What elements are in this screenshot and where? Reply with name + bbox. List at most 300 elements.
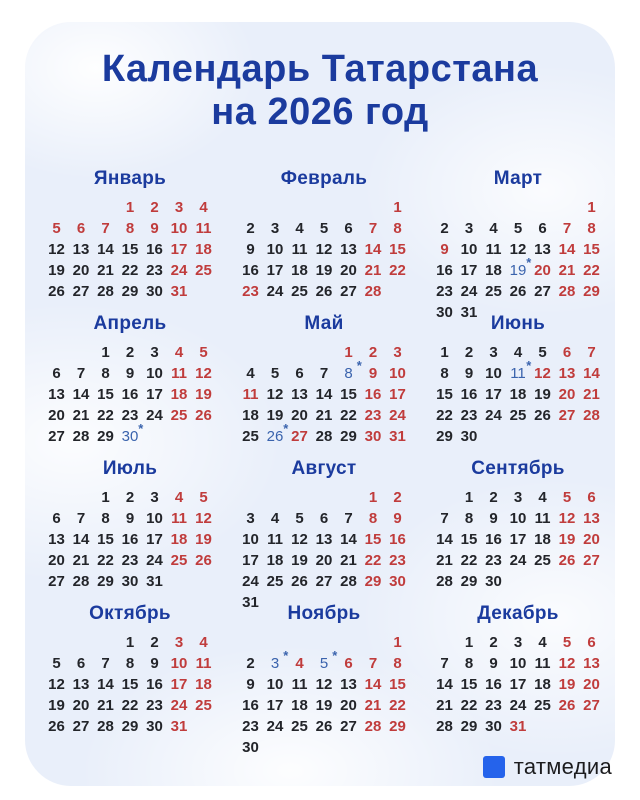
day-cell: 6	[344, 655, 353, 672]
day-empty-cell	[238, 197, 263, 218]
day-cell: 31	[146, 573, 163, 590]
day-cell: 22	[97, 552, 114, 569]
day-cell: 20	[340, 262, 357, 279]
day-cell: 17	[242, 552, 259, 569]
day-cell: 22	[340, 407, 357, 424]
day-cell: 14	[436, 531, 453, 548]
title-line-1: Календарь Татарстана	[101, 48, 539, 90]
month-days-grid	[44, 342, 216, 447]
day-cell: 24	[266, 283, 284, 300]
day-cell: 4	[270, 510, 280, 527]
day-cell: 1	[393, 634, 402, 651]
day-cell: 16	[364, 386, 382, 403]
day-cell: 11	[267, 531, 283, 548]
day-cell: 10	[266, 241, 284, 258]
day-cell: 11	[171, 365, 187, 382]
day-cell: 17	[485, 386, 502, 403]
day-cell: 17	[460, 262, 478, 279]
tatmedia-logo-icon	[483, 756, 505, 778]
day-cell: 28	[436, 573, 453, 590]
day-cell: 23	[485, 697, 502, 714]
day-cell: 11	[171, 510, 187, 527]
day-cell: 4	[174, 489, 184, 506]
day-cell: 28	[340, 573, 357, 590]
day-cell: 25	[509, 407, 527, 424]
day-cell: 30	[436, 304, 453, 321]
day-cell: 6	[587, 489, 596, 506]
month-5	[238, 313, 410, 458]
day-cell: 3	[393, 344, 402, 361]
day-cell: 24	[460, 283, 478, 300]
day-cell: 8	[101, 510, 110, 527]
day-cell: 6	[52, 365, 61, 382]
day-cell: 7	[101, 655, 110, 672]
day-cell: 7	[440, 655, 449, 672]
day-cell: 18	[534, 676, 551, 693]
day-cell: 1	[393, 199, 402, 216]
day-cell: 10	[509, 510, 527, 527]
month-days-grid	[432, 487, 604, 592]
month-days-grid	[44, 487, 216, 592]
day-cell: 13	[72, 676, 90, 693]
day-cell: 22	[583, 262, 600, 279]
day-cell: 25	[266, 573, 284, 590]
day-cell: 27	[48, 428, 65, 445]
day-cell: 21	[436, 697, 453, 714]
day-cell: 14	[97, 241, 114, 258]
day-cell: 10	[485, 365, 502, 382]
day-cell: 17	[266, 262, 284, 279]
day-cell: 15	[389, 676, 406, 693]
month-9	[432, 458, 604, 603]
day-cell: 15	[436, 386, 453, 403]
day-cell: 26	[195, 407, 212, 424]
day-cell: 3	[513, 634, 523, 651]
day-cell: 29	[460, 573, 478, 590]
day-cell: 9	[489, 510, 498, 527]
day-cell: 4	[489, 220, 498, 237]
day-cell: 13	[291, 386, 308, 403]
day-cell: 23	[436, 283, 453, 300]
day-cell: 27	[534, 283, 551, 300]
day-cell: 5	[52, 655, 61, 672]
day-cell: 21	[72, 407, 90, 424]
month-days-grid	[238, 632, 410, 758]
day-cell: 21	[72, 552, 90, 569]
day-empty-cell	[44, 197, 69, 218]
day-cell: 10	[170, 655, 188, 672]
month-title: Июнь	[490, 313, 546, 334]
day-cell: 18	[509, 386, 527, 403]
day-cell: 5	[199, 489, 208, 506]
day-cell: 12	[195, 510, 212, 527]
day-cell: 12	[315, 676, 333, 693]
day-cell: 11	[485, 241, 502, 258]
day-cell: 6	[319, 510, 329, 527]
day-cell: 26 *	[266, 421, 289, 445]
day-cell: 2	[464, 344, 474, 361]
day-cell: 9	[150, 655, 159, 672]
day-cell: 24	[509, 552, 527, 569]
day-cell: 22	[389, 262, 406, 279]
day-cell: 7	[76, 510, 86, 527]
day-cell: 26	[48, 283, 65, 300]
day-cell: 25	[534, 552, 551, 569]
day-cell: 24	[146, 552, 163, 569]
day-cell: 6	[344, 220, 353, 237]
day-cell: 17	[509, 676, 527, 693]
day-cell: 22	[121, 262, 139, 279]
day-cell: 5	[199, 344, 208, 361]
day-cell: 22	[460, 552, 478, 569]
day-cell: 13	[315, 531, 333, 548]
day-cell: 6	[538, 220, 547, 237]
day-cell: 20	[558, 386, 576, 403]
day-cell: 6	[295, 365, 304, 382]
day-cell: 14	[97, 676, 114, 693]
day-empty-cell	[93, 632, 118, 653]
day-empty-cell	[238, 487, 263, 508]
day-cell: 5	[295, 510, 304, 527]
day-cell: 2	[246, 220, 255, 237]
day-cell: 12	[48, 676, 65, 693]
day-cell: 22	[97, 407, 114, 424]
day-cell: 31	[460, 304, 478, 321]
day-cell: 12	[558, 510, 576, 527]
day-cell: 8	[587, 220, 596, 237]
day-cell: 16	[389, 531, 406, 548]
month-title: Январь	[93, 168, 167, 189]
day-cell: 2	[489, 634, 498, 651]
day-empty-cell	[44, 487, 69, 508]
month-10	[44, 603, 216, 748]
day-cell: 9	[464, 365, 474, 382]
month-title: Февраль	[280, 168, 368, 189]
day-cell: 4	[295, 655, 304, 672]
day-cell: 26	[315, 283, 333, 300]
day-empty-cell	[263, 342, 288, 363]
day-cell: 27	[48, 573, 65, 590]
day-cell: 20	[72, 697, 90, 714]
day-cell: 24	[242, 573, 259, 590]
day-cell: 17	[146, 386, 163, 403]
months-grid	[0, 168, 640, 756]
day-cell: 1	[101, 489, 110, 506]
day-cell: 7	[440, 510, 449, 527]
day-cell: 26	[291, 573, 308, 590]
day-cell: 12	[291, 531, 308, 548]
day-cell: 23	[242, 283, 259, 300]
day-cell: 29	[389, 718, 406, 735]
day-cell: 17	[266, 697, 284, 714]
day-cell: 1	[101, 344, 110, 361]
day-cell: 21	[436, 552, 453, 569]
month-days-grid	[238, 342, 410, 447]
day-cell: 10	[266, 676, 284, 693]
day-cell: 8	[464, 510, 474, 527]
day-cell: 29	[583, 283, 600, 300]
day-cell: 16	[242, 697, 259, 714]
day-cell: 29	[121, 283, 139, 300]
day-empty-cell	[69, 197, 94, 218]
day-cell: 21	[97, 697, 114, 714]
month-6	[432, 313, 604, 458]
day-cell: 15	[460, 531, 478, 548]
day-cell: 19	[315, 262, 333, 279]
day-cell: 14	[436, 676, 453, 693]
day-cell: 15	[121, 676, 139, 693]
day-cell: 2	[368, 344, 378, 361]
day-cell: 6	[52, 510, 61, 527]
day-cell: 28	[558, 283, 576, 300]
day-cell: 16	[121, 531, 139, 548]
day-cell: 24	[485, 407, 502, 424]
brand-name: татмедиа	[513, 754, 612, 779]
day-cell: 5	[52, 220, 61, 237]
day-empty-cell	[238, 632, 263, 653]
title-line-2: на 2026 год	[211, 91, 429, 133]
day-cell: 19	[291, 552, 308, 569]
day-cell: 19	[48, 697, 65, 714]
day-cell: 19	[315, 697, 333, 714]
month-title: Август	[291, 458, 357, 479]
day-empty-cell	[336, 632, 361, 653]
day-cell: 23	[121, 552, 139, 569]
day-cell: 25	[195, 262, 212, 279]
day-cell: 30	[364, 428, 382, 445]
day-empty-cell	[312, 342, 337, 363]
day-empty-cell	[238, 342, 263, 363]
day-cell: 19	[195, 386, 212, 403]
preholiday-star-icon: *	[526, 255, 532, 270]
day-cell: 20	[48, 407, 65, 424]
day-cell: 2	[440, 220, 449, 237]
month-title: Декабрь	[477, 603, 559, 624]
day-cell: 25	[534, 697, 551, 714]
day-cell: 30 *	[121, 421, 144, 445]
day-cell: 29	[460, 718, 478, 735]
day-cell: 24	[389, 407, 406, 424]
month-12	[432, 603, 604, 748]
day-cell: 5	[513, 220, 523, 237]
day-cell: 17	[170, 676, 188, 693]
day-cell: 15	[364, 531, 382, 548]
day-cell: 9	[125, 510, 135, 527]
day-cell: 18	[266, 552, 284, 569]
day-cell: 30	[460, 428, 478, 445]
day-cell: 5	[538, 344, 547, 361]
day-cell: 1	[464, 634, 474, 651]
day-cell: 12	[195, 365, 212, 382]
day-cell: 28	[364, 283, 382, 300]
day-cell: 25	[485, 283, 502, 300]
day-cell: 5	[562, 489, 572, 506]
day-cell: 2	[150, 199, 159, 216]
day-cell: 27	[340, 283, 357, 300]
day-cell: 11	[291, 676, 308, 693]
day-cell: 25	[291, 283, 308, 300]
day-cell: 4	[174, 344, 184, 361]
day-cell: 12	[534, 365, 551, 382]
day-cell: 16	[485, 676, 502, 693]
day-cell: 13	[340, 676, 357, 693]
day-cell: 29	[97, 428, 114, 445]
day-cell: 4	[246, 365, 255, 382]
day-cell: 27	[72, 283, 90, 300]
day-cell: 16	[146, 241, 163, 258]
day-empty-cell	[44, 342, 69, 363]
day-cell: 6	[76, 655, 86, 672]
day-cell: 3	[270, 220, 280, 237]
month-11	[238, 603, 410, 756]
month-days-grid	[432, 342, 604, 447]
day-cell: 29	[121, 718, 139, 735]
day-cell: 13	[48, 531, 65, 548]
day-cell: 10	[170, 220, 188, 237]
day-cell: 15	[389, 241, 406, 258]
day-cell: 25	[291, 718, 308, 735]
day-cell: 2	[150, 634, 159, 651]
day-cell: 7	[562, 220, 572, 237]
day-cell: 27	[558, 407, 576, 424]
day-cell: 21	[364, 262, 382, 279]
month-7	[44, 458, 216, 603]
day-cell: 5 *	[319, 648, 338, 672]
day-cell: 16	[242, 262, 259, 279]
day-cell: 9	[150, 220, 159, 237]
day-cell: 2	[489, 489, 498, 506]
day-cell: 7	[344, 510, 353, 527]
day-cell: 28	[364, 718, 382, 735]
day-empty-cell	[263, 197, 288, 218]
day-cell: 28	[436, 718, 453, 735]
day-cell: 26	[509, 283, 527, 300]
day-cell: 13	[583, 510, 600, 527]
day-cell: 17	[509, 531, 527, 548]
day-cell: 3	[150, 489, 159, 506]
day-cell: 26	[48, 718, 65, 735]
month-days-grid	[44, 632, 216, 737]
day-cell: 2	[125, 489, 135, 506]
day-cell: 2	[246, 655, 255, 672]
day-cell: 11	[195, 220, 212, 237]
day-cell: 15	[460, 676, 478, 693]
month-title: Ноябрь	[287, 603, 361, 624]
day-cell: 27	[583, 552, 600, 569]
day-cell: 28	[72, 428, 90, 445]
day-empty-cell	[336, 197, 361, 218]
day-cell: 30	[146, 283, 163, 300]
day-cell: 29	[340, 428, 357, 445]
day-cell: 11	[291, 241, 308, 258]
day-cell: 17	[170, 241, 188, 258]
day-cell: 2	[125, 344, 135, 361]
day-cell: 19	[558, 531, 576, 548]
day-cell: 18	[242, 407, 259, 424]
day-cell: 9	[489, 655, 498, 672]
day-empty-cell	[432, 632, 457, 653]
day-cell: 7	[368, 220, 378, 237]
preholiday-star-icon: *	[138, 421, 144, 436]
day-cell: 8	[440, 365, 449, 382]
day-cell: 21	[558, 262, 576, 279]
day-cell: 14	[72, 531, 90, 548]
day-cell: 20	[534, 262, 551, 279]
day-cell: 8	[393, 220, 402, 237]
day-cell: 22	[389, 697, 406, 714]
day-cell: 2	[393, 489, 402, 506]
day-cell: 3	[513, 489, 523, 506]
day-empty-cell	[93, 197, 118, 218]
day-cell: 31	[242, 594, 259, 611]
month-days-grid	[432, 197, 604, 323]
day-cell: 30	[146, 718, 163, 735]
day-cell: 3	[246, 510, 255, 527]
day-cell: 3	[489, 344, 498, 361]
day-cell: 20	[340, 697, 357, 714]
day-cell: 4	[199, 199, 208, 216]
day-cell: 9	[246, 676, 255, 693]
day-cell: 21	[583, 386, 600, 403]
day-cell: 3	[150, 344, 159, 361]
day-cell: 28	[97, 283, 114, 300]
day-cell: 18	[170, 386, 188, 403]
day-cell: 18	[291, 697, 308, 714]
day-empty-cell	[481, 197, 506, 218]
day-cell: 27	[583, 697, 600, 714]
day-cell: 23	[121, 407, 139, 424]
day-cell: 16	[436, 262, 453, 279]
preholiday-star-icon: *	[283, 421, 289, 436]
day-cell: 4	[538, 634, 547, 651]
day-cell: 1	[587, 199, 596, 216]
day-empty-cell	[69, 632, 94, 653]
day-cell: 11	[534, 510, 551, 527]
day-empty-cell	[361, 197, 386, 218]
day-cell: 11 *	[510, 358, 532, 382]
day-empty-cell	[287, 342, 312, 363]
day-cell: 10	[509, 655, 527, 672]
day-cell: 13	[340, 241, 357, 258]
day-cell: 16	[485, 531, 502, 548]
day-cell: 1	[344, 344, 353, 361]
day-cell: 13	[534, 241, 551, 258]
day-cell: 28	[97, 718, 114, 735]
day-cell: 29	[364, 573, 382, 590]
month-title: Сентябрь	[471, 458, 565, 479]
day-cell: 22	[460, 697, 478, 714]
day-cell: 4	[199, 634, 208, 651]
day-cell: 24	[146, 407, 163, 424]
day-cell: 19	[48, 262, 65, 279]
day-cell: 11	[534, 655, 551, 672]
day-cell: 13	[72, 241, 90, 258]
day-cell: 15	[97, 531, 114, 548]
day-cell: 17	[146, 531, 163, 548]
month-days-grid	[432, 632, 604, 737]
day-cell: 8	[125, 655, 135, 672]
day-cell: 26	[534, 407, 551, 424]
day-cell: 16	[460, 386, 478, 403]
day-cell: 20	[583, 531, 600, 548]
day-empty-cell	[44, 632, 69, 653]
day-cell: 16	[146, 676, 163, 693]
month-title: Апрель	[93, 313, 167, 334]
day-cell: 23	[146, 262, 163, 279]
day-cell: 21	[340, 552, 357, 569]
month-3	[432, 168, 604, 321]
day-cell: 12	[558, 655, 576, 672]
